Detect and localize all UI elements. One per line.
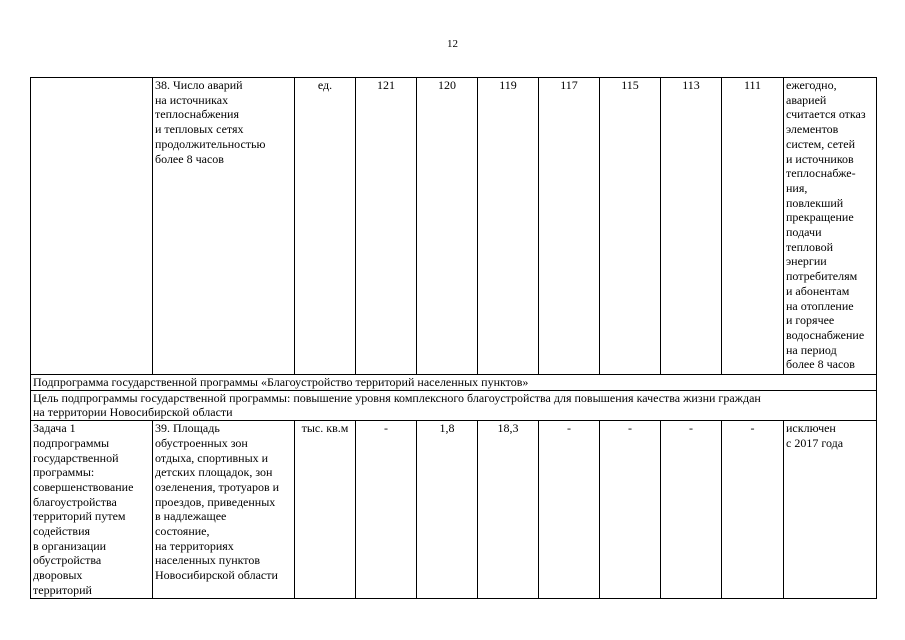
table-row	[31, 421, 877, 598]
indicator-cell: 38. Число аварий на источниках теплоснабжения и тепловых сетях продолжительностью более 8 часов	[153, 78, 295, 375]
goal-heading: Цель подпрограммы государственной программы: повышение уровня комплексного благоустройства для повышения качества жизни граждан на территории Новосибирской области	[31, 390, 877, 420]
indicator-cell: 39. Площадь обустроенных зон отдыха, спортивных и детских площадок, зон озеленения, тротуаров и проездов, приведенных в надлежащее состояние, на территориях населенных пунктов Новосибирской области	[153, 421, 295, 598]
task-cell: Задача 1 подпрограммы государственной программы: совершенствование благоустройства территорий путем содействия в организации обустройства дворовых территорий	[31, 421, 153, 598]
value-cell: 1,8	[417, 421, 478, 598]
value-cell: 117	[539, 78, 600, 375]
value-cell: 18,3	[478, 421, 539, 598]
value-cell: 113	[661, 78, 722, 375]
value-cell: -	[539, 421, 600, 598]
indicators-table	[30, 77, 877, 599]
value-cell: -	[661, 421, 722, 598]
subprogram-heading: Подпрограмма государственной программы «Благоустройство территорий населенных пунктов»	[31, 375, 877, 391]
table-row	[31, 390, 877, 420]
unit-cell: ед.	[295, 78, 356, 375]
table-row	[31, 78, 877, 375]
value-cell: 121	[356, 78, 417, 375]
unit-cell: тыс. кв.м	[295, 421, 356, 598]
task-cell	[31, 78, 153, 375]
note-cell: ежегодно, аварией считается отказ элементов систем, сетей и источников теплоснабже- ния, повлекший прекращение подачи тепловой энергии потребителям и абонентам на отопление и горячее водоснабжение на период более 8 часов	[784, 78, 877, 375]
value-cell: 119	[478, 78, 539, 375]
value-cell: 115	[600, 78, 661, 375]
value-cell: -	[600, 421, 661, 598]
value-cell: -	[356, 421, 417, 598]
value-cell: 111	[722, 78, 784, 375]
table-row	[31, 375, 877, 391]
note-cell: исключен с 2017 года	[784, 421, 877, 598]
value-cell: 120	[417, 78, 478, 375]
value-cell: -	[722, 421, 784, 598]
page-number: 12	[447, 38, 458, 50]
